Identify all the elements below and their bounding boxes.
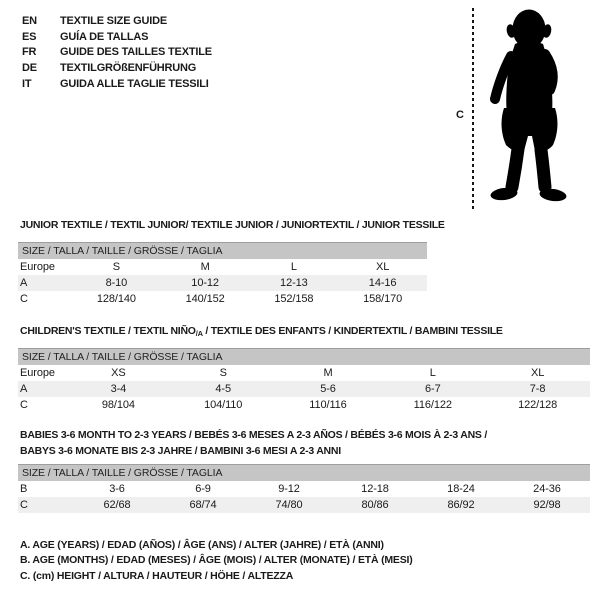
footnote-b: B. AGE (MONTHS) / EDAD (MESES) / ÂGE (MOIS) / ALTER (MONATE) / ETÀ (MESI)	[20, 554, 413, 567]
size-header-bar: SIZE / TALLA / TAILLE / GRÖSSE / TAGLIA	[18, 348, 590, 365]
table-cell: 98/104	[101, 399, 135, 411]
table-row	[18, 259, 427, 275]
section-title-junior: JUNIOR TEXTILE / TEXTIL JUNIOR/ TEXTILE JUNIOR / JUNIORTEXTIL / JUNIOR TESSILE	[20, 219, 445, 231]
language-row	[22, 61, 212, 77]
table-cell: 3-4	[110, 383, 127, 395]
table-cell: L	[290, 261, 297, 273]
table-cell: 128/140	[96, 293, 136, 305]
table-row	[18, 397, 590, 413]
table-cell: Europe	[20, 261, 55, 273]
junior-size-table	[18, 242, 427, 307]
children-size-table	[18, 348, 590, 413]
table-cell: 6-9	[195, 483, 211, 495]
section-title-children-sub: /A	[195, 329, 203, 338]
table-cell: M	[200, 261, 210, 273]
language-code: EN	[22, 15, 37, 27]
language-code: FR	[22, 46, 37, 59]
footnotes	[20, 538, 413, 584]
language-code: DE	[22, 62, 37, 75]
table-cell: 8-10	[105, 277, 128, 289]
table-cell: 14-16	[368, 277, 397, 289]
table-cell: 62/68	[103, 499, 131, 511]
language-row	[22, 45, 212, 61]
table-cell: 152/158	[274, 293, 314, 305]
language-code: ES	[22, 30, 37, 43]
toddler-silhouette-icon	[482, 6, 577, 208]
table-cell: 110/116	[309, 399, 347, 411]
section-title-babies	[20, 427, 487, 459]
table-row	[18, 481, 590, 497]
table-cell: C	[20, 399, 28, 411]
section-title-babies-line1: BABIES 3-6 MONTH TO 2-3 YEARS / BEBÉS 3-6 MESES A 2-3 AÑOS / BÉBÉS 3-6 MOIS À 2-3 ANS /	[20, 429, 488, 441]
table-row	[18, 275, 427, 291]
guide-title: GUIDA ALLE TAGLIE TESSILI	[60, 77, 209, 90]
table-cell: 104/110	[204, 399, 243, 411]
footnote-a: A. AGE (YEARS) / EDAD (AÑOS) / ÂGE (ANS) / ALTER (JAHRE) / ETÀ (ANNI)	[20, 539, 384, 551]
table-cell: M	[323, 367, 333, 379]
language-row	[22, 77, 212, 93]
table-cell: 68/74	[189, 499, 217, 511]
table-cell: 122/128	[518, 399, 558, 411]
table-cell: 86/92	[447, 499, 475, 511]
size-header-bar: SIZE / TALLA / TAILLE / GRÖSSE / TAGLIA	[18, 464, 590, 481]
table-cell: L	[429, 367, 436, 379]
table-cell: 80/86	[361, 499, 389, 511]
language-row	[22, 30, 212, 46]
table-cell: 92/98	[533, 499, 561, 511]
table-cell: 74/80	[275, 499, 303, 511]
section-title-babies-line2: BABYS 3-6 MONATE BIS 2-3 JAHRE / BAMBINI 3-6 MESI A 2-3 ANNI	[20, 445, 341, 457]
table-cell: 12-13	[280, 277, 308, 289]
table-row	[18, 381, 590, 397]
section-title-children-suffix: / TEXTILE DES ENFANTS / KINDERTEXTIL / BAMBINI TESSILE	[202, 325, 503, 337]
table-cell: Europe	[20, 367, 55, 379]
guide-title: GUIDE DES TAILLES TEXTILE	[60, 46, 212, 59]
table-cell: 158/170	[363, 293, 403, 305]
table-cell: XL	[530, 367, 545, 379]
table-cell: XS	[111, 367, 126, 379]
table-row	[18, 365, 590, 381]
section-title-children	[20, 323, 503, 342]
table-cell: S	[112, 261, 120, 273]
table-cell: 7-8	[529, 383, 546, 395]
table-cell: 140/152	[185, 293, 225, 305]
height-measure-line	[472, 8, 474, 209]
table-row	[18, 497, 590, 513]
language-title-list	[22, 14, 212, 93]
guide-title: TEXTILE SIZE GUIDE	[60, 15, 168, 27]
guide-title: TEXTILGRÖßENFÜHRUNG	[60, 62, 197, 75]
table-cell: B	[20, 483, 28, 495]
table-cell: 6-7	[424, 383, 441, 395]
table-cell: 12-18	[361, 483, 389, 495]
table-cell: XL	[375, 261, 390, 273]
table-cell: 5-6	[320, 383, 336, 395]
footnote-c: C. (cm) HEIGHT / ALTURA / HAUTEUR / HÖHE / ALTEZZA	[20, 569, 294, 582]
table-cell: 3-6	[109, 483, 125, 495]
table-cell: 10-12	[191, 277, 219, 289]
table-cell: A	[20, 383, 28, 395]
language-code: IT	[22, 77, 32, 90]
table-cell: S	[219, 367, 227, 379]
language-row	[22, 14, 212, 30]
table-cell: 24-36	[533, 483, 561, 495]
table-cell: A	[20, 277, 28, 289]
table-row	[18, 291, 427, 307]
table-cell: 116/122	[413, 399, 452, 411]
table-cell: C	[20, 499, 28, 511]
table-cell: C	[20, 293, 28, 305]
table-cell: 18-24	[447, 483, 475, 495]
size-header-bar: SIZE / TALLA / TAILLE / GRÖSSE / TAGLIA	[18, 242, 427, 259]
table-cell: 4-5	[215, 383, 231, 395]
guide-title: GUÍA DE TALLAS	[60, 30, 149, 43]
table-cell: 9-12	[278, 483, 300, 495]
section-title-children-prefix: CHILDREN'S TEXTILE / TEXTIL NIÑO	[20, 325, 196, 337]
babies-size-table	[18, 464, 590, 513]
height-measure-label: C	[456, 109, 464, 121]
